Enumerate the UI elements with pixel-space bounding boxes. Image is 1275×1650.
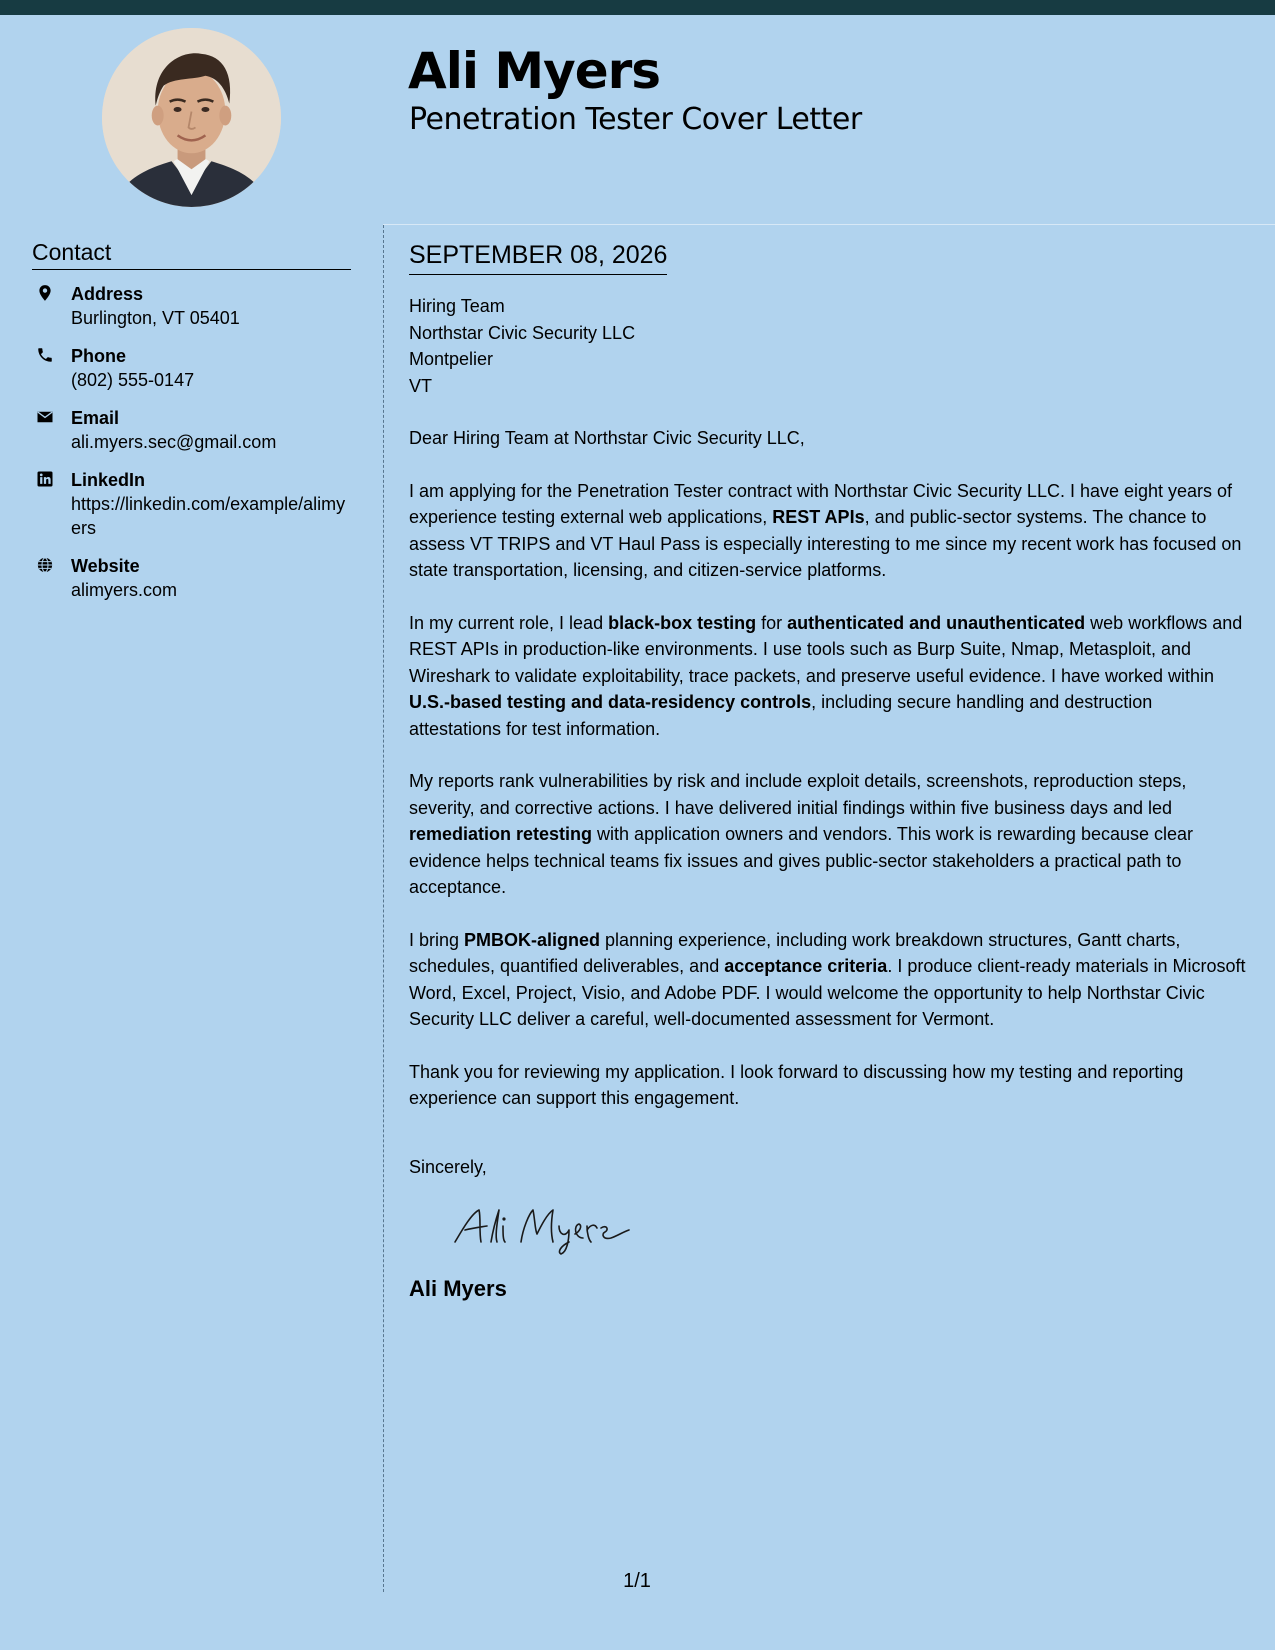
page-number: 1/1 bbox=[623, 1570, 651, 1592]
contact-value[interactable]: https://linkedin.com/example/alimyers bbox=[71, 494, 346, 539]
header-divider bbox=[383, 224, 1275, 225]
profile-photo bbox=[102, 28, 281, 207]
recipient-block bbox=[409, 293, 1249, 399]
text-run: Thank you for reviewing my application. I look forward to discussing how my testing and reporting experience can support this engagement. bbox=[409, 1061, 1184, 1108]
text-run: My reports rank vulnerabilities by risk and include exploit details, screenshots, reproduction steps, severity, and corrective actions. I have delivered initial findings within five business days and led bbox=[409, 771, 1187, 818]
recipient-line: Northstar Civic Security LLC bbox=[409, 322, 636, 343]
globe-icon bbox=[36, 556, 54, 574]
bold-phrase: remediation retesting bbox=[409, 824, 593, 844]
body-paragraph bbox=[409, 1059, 1249, 1112]
body-paragraph bbox=[409, 927, 1249, 1033]
location-pin-icon bbox=[36, 284, 54, 302]
bold-phrase: black-box testing bbox=[608, 612, 757, 633]
bold-phrase: PMBOK-aligned bbox=[464, 929, 601, 950]
envelope-icon bbox=[36, 408, 54, 426]
bold-phrase: U.S.-based testing and data-residency controls bbox=[409, 692, 812, 712]
contact-address bbox=[32, 282, 351, 330]
contact-label: Website bbox=[71, 556, 140, 577]
contact-phone bbox=[32, 344, 351, 392]
contact-value: Burlington, VT 05401 bbox=[71, 308, 240, 329]
top-bar bbox=[0, 0, 1275, 15]
contact-linkedin bbox=[32, 468, 351, 540]
text-run: , including secure handling and destruction attestations for test information. bbox=[409, 692, 1153, 739]
recipient-line: Montpelier bbox=[409, 349, 494, 369]
contact-email bbox=[32, 406, 351, 454]
text-run: I am applying for the Penetration Tester contract with Northstar Civic Security LLC. I have eight years of experience testing external web applications, bbox=[409, 480, 1233, 527]
salutation: Dear Hiring Team at Northstar Civic Security LLC, bbox=[409, 428, 805, 448]
bold-phrase: acceptance criteria bbox=[724, 956, 888, 976]
contact-value[interactable]: ali.myers.sec@gmail.com bbox=[71, 432, 277, 453]
recipient-line: VT bbox=[409, 375, 433, 396]
contact-heading: Contact bbox=[32, 240, 351, 270]
letter-body bbox=[409, 240, 1249, 1302]
body-paragraph bbox=[409, 610, 1249, 743]
body-paragraph bbox=[409, 478, 1249, 584]
text-run: I bring bbox=[409, 929, 465, 950]
letter-date: SEPTEMBER 08, 2026 bbox=[409, 240, 667, 275]
phone-icon bbox=[36, 346, 54, 364]
contact-website bbox=[32, 554, 351, 602]
contact-label: Email bbox=[71, 408, 120, 429]
column-divider bbox=[383, 225, 384, 1592]
text-run: with application owners and vendors. This work is rewarding because clear evidence helps technical teams fix issues and gives public-sector stakeholders a practical path to acceptance. bbox=[409, 824, 1194, 897]
contact-list bbox=[32, 282, 351, 602]
contact-label: Address bbox=[71, 284, 144, 305]
bold-phrase: REST APIs bbox=[772, 507, 865, 527]
text-run: . I produce client-ready materials in Microsoft Word, Excel, Project, Visio, and Adobe PDF. I would welcome the opportunity to help Northstar Civic Security LLC deliver a careful, well-documented assessment for Vermont. bbox=[409, 956, 1246, 1029]
text-run: for bbox=[756, 612, 788, 633]
contact-label: Phone bbox=[71, 346, 127, 367]
contact-label: LinkedIn bbox=[71, 470, 146, 491]
closing-line: Sincerely, bbox=[409, 1156, 487, 1177]
candidate-name: Ali Myers bbox=[408, 42, 661, 100]
text-run: web workflows and REST APIs in production-like environments. I use tools such as Burp Suite, Nmap, Metasploit, and Wireshark to validate exploitability, trace packets, and preserve useful evidence. I have worked within bbox=[409, 612, 1243, 686]
text-run: planning experience, including work breakdown structures, Gantt charts, schedules, quantified deliverables, and bbox=[409, 929, 1181, 976]
contact-value[interactable]: (802) 555-0147 bbox=[71, 370, 195, 391]
recipient-line: Hiring Team bbox=[409, 296, 505, 316]
contact-value[interactable]: alimyers.com bbox=[71, 580, 178, 601]
linkedin-icon bbox=[36, 470, 54, 488]
document-subtitle: Penetration Tester Cover Letter bbox=[409, 102, 862, 137]
text-run: , and public-sector systems. The chance to assess VT TRIPS and VT Haul Pass is especially interesting to me since my recent work has focused on state transportation, licensing, and citizen-service platforms. bbox=[409, 507, 1242, 580]
bold-phrase: authenticated and unauthenticated bbox=[787, 612, 1086, 633]
contact-sidebar bbox=[32, 240, 351, 616]
signer-name: Ali Myers bbox=[409, 1276, 507, 1301]
handwritten-signature bbox=[447, 1202, 647, 1258]
body-paragraph bbox=[409, 768, 1249, 901]
text-run: In my current role, I lead bbox=[409, 612, 609, 633]
